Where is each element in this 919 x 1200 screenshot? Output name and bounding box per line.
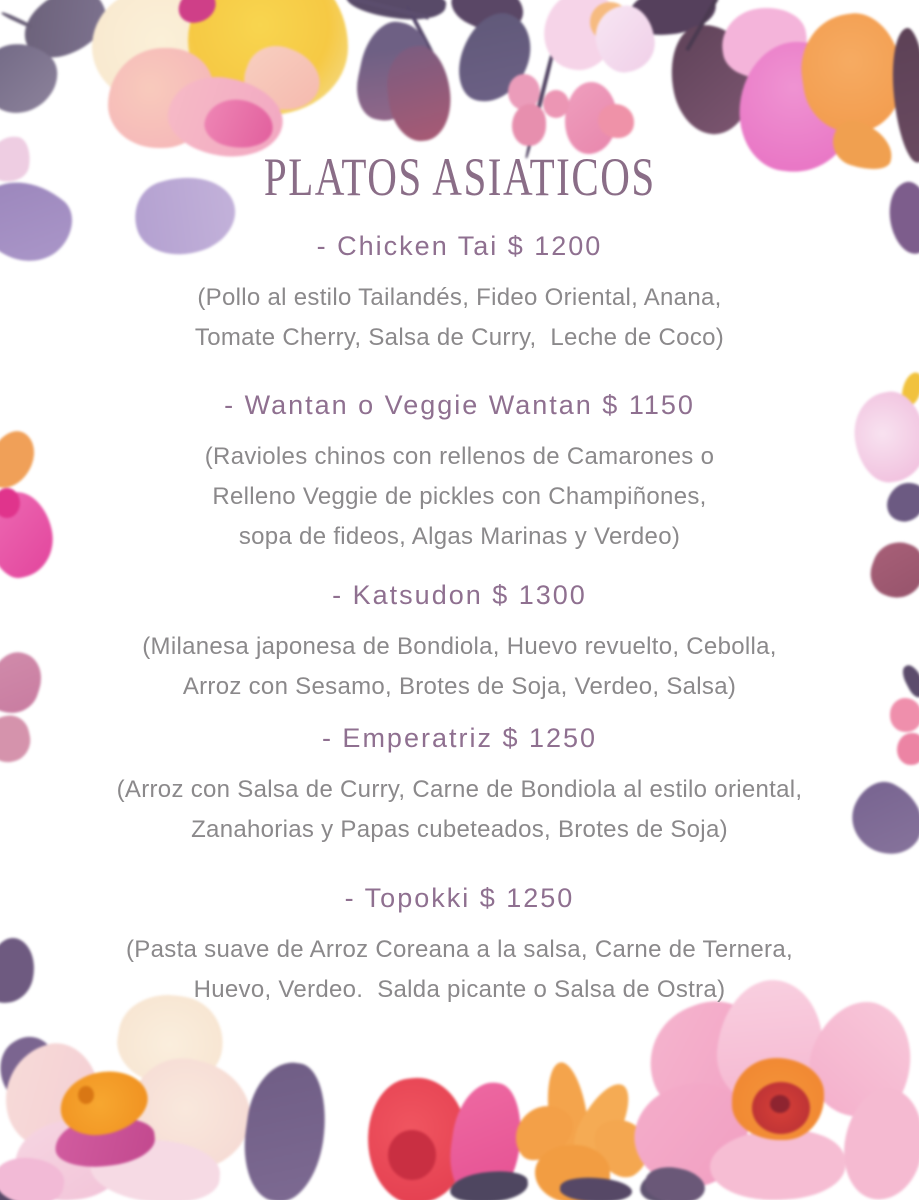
menu-item-description-line: Arroz con Sesamo, Brotes de Soja, Verdeo, Salsa) <box>182 673 737 700</box>
watercolor-leaf-icon <box>237 1057 334 1200</box>
menu-item <box>0 389 919 557</box>
menu-item-description <box>0 770 919 850</box>
menu-item-name: - Chicken Tai $ 1200 <box>316 231 603 261</box>
watercolor-leaf-icon <box>383 43 455 144</box>
menu-item <box>0 722 919 850</box>
menu-item-description-line: Relleno Veggie de pickles con Champiñones, <box>212 483 707 510</box>
menu-item-description-line: (Milanesa japonesa de Bondiola, Huevo revuelto, Cebolla, <box>142 633 777 660</box>
watercolor-berry-icon <box>598 104 634 138</box>
menu-item <box>0 579 919 707</box>
page-title: PLATOS ASIATICOS <box>263 147 656 207</box>
menu-item-description-line: Huevo, Verdeo. Salda picante o Salsa de Ostra) <box>193 976 726 1003</box>
watercolor-flower-center-icon <box>78 1086 94 1104</box>
menu-item-description <box>0 930 919 1010</box>
watercolor-flower-center-icon <box>388 1130 436 1180</box>
menu-item-description-line: Tomate Cherry, Salsa de Curry, Leche de Coco) <box>194 324 725 351</box>
menu-item-name: - Katsudon $ 1300 <box>332 580 587 610</box>
watercolor-leaf-icon <box>559 1176 632 1200</box>
menu-content <box>0 146 919 1010</box>
watercolor-berry-icon <box>543 90 569 118</box>
menu-item-description <box>0 627 919 707</box>
watercolor-berry-icon <box>512 104 546 146</box>
menu-item-name: - Wantan o Veggie Wantan $ 1150 <box>224 390 695 420</box>
menu-item-description <box>0 437 919 557</box>
menu-item <box>0 230 919 358</box>
menu-item <box>0 882 919 1010</box>
menu-item-description-line: sopa de fideos, Algas Marinas y Verdeo) <box>238 523 681 550</box>
menu-item-description-line: (Ravioles chinos con rellenos de Camarones o <box>204 443 715 470</box>
menu-item-name: - Emperatriz $ 1250 <box>321 723 598 753</box>
menu-item-description-line: (Pollo al estilo Tailandés, Fideo Oriental, Anana, <box>197 284 722 311</box>
page-title-row <box>0 146 919 208</box>
menu-item-description-line: Zanahorias y Papas cubeteados, Brotes de Soja) <box>191 816 728 843</box>
menu-item-description-line: (Arroz con Salsa de Curry, Carne de Bondiola al estilo oriental, <box>116 776 803 803</box>
menu-item-description-line: (Pasta suave de Arroz Coreana a la salsa, Carne de Ternera, <box>126 936 793 963</box>
watercolor-flower-center-icon <box>770 1095 790 1113</box>
menu-item-name: - Topokki $ 1250 <box>344 883 575 913</box>
menu-item-description <box>0 278 919 358</box>
